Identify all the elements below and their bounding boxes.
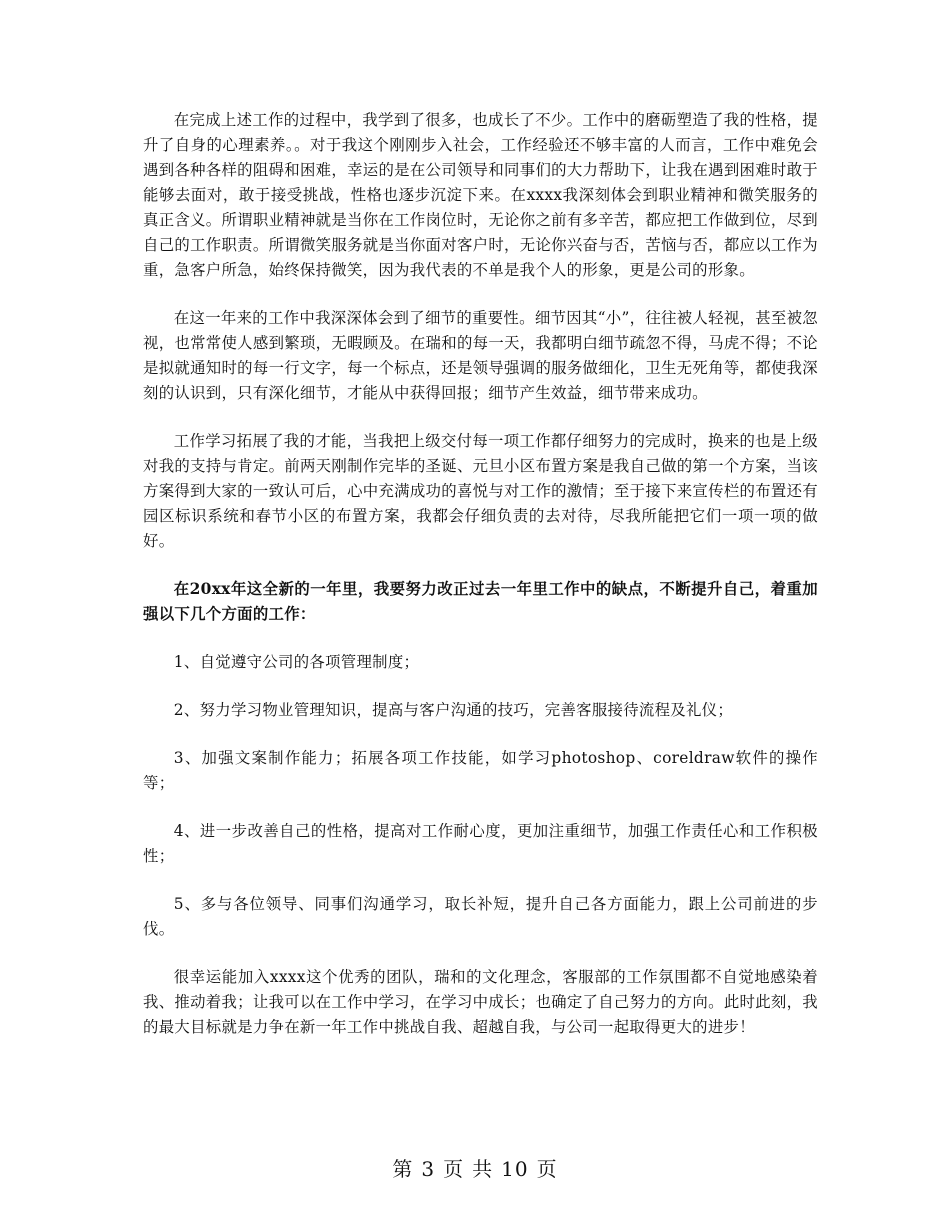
paragraph-growth: 工作学习拓展了我的才能，当我把上级交付每一项工作都仔细努力的完成时，换来的也是上级对我的支持与肯定。前两天刚制作完毕的圣诞、元旦小区布置方案是我自己做的第一个方案，当该方案得到大家的一致认可后，心中充满成功的喜悦与对工作的激情；至于接下来宣传栏的布置还有园区标识系统和春节小区的布置方案，我都会仔细负责的去对待，尽我所能把它们一项一项的做好。 (143, 432, 818, 550)
paragraph-new-year-goals: 在20xx年这全新的一年里，我要努力改正过去一年里工作中的缺点，不断提升自己，着重加强以下几个方面的工作： (143, 580, 818, 623)
list-item: 3、加强文案制作能力；拓展各项工作技能，如学习photoshop、coreldraw软件的操作等； (143, 749, 818, 792)
list-item: 5、多与各位领导、同事们沟通学习，取长补短，提升自己各方面能力，跟上公司前进的步伐。 (143, 895, 818, 938)
page-label-suffix: 页 (536, 1157, 558, 1181)
document-body (143, 108, 818, 1063)
current-page-number: 3 (421, 1157, 436, 1181)
page-label-mid: 页 (443, 1157, 465, 1181)
page-label-prefix: 第 (392, 1157, 414, 1181)
total-pages-number: 10 (501, 1157, 529, 1181)
list-item: 4、进一步改善自己的性格，提高对工作耐心度，更加注重细节，加强工作责任心和工作积极性； (143, 822, 818, 865)
paragraph-reflection: 在完成上述工作的过程中，我学到了很多，也成长了不少。工作中的磨砺塑造了我的性格，提升了自身的心理素养。。对于我这个刚刚步入社会，工作经验还不够丰富的人而言，工作中难免会遇到各种各样的阻碍和困难，幸运的是在公司领导和同事们的大力帮助下，让我在遇到困难时敢于能够去面对，敢于接受挑战，性格也逐步沉淀下来。在xxxx我深刻体会到职业精神和微笑服务的真正含义。所谓职业精神就是当你在工作岗位时，无论你之前有多辛苦，都应把工作做到位，尽到自己的工作职责。所谓微笑服务就是当你面对客户时，无论你兴奋与否，苦恼与否，都应以工作为重，急客户所急，始终保持微笑，因为我代表的不单是我个人的形象，更是公司的形象。 (143, 111, 818, 279)
list-item: 1、自觉遵守公司的各项管理制度； (173, 653, 420, 671)
paragraph-closing: 很幸运能加入xxxx这个优秀的团队，瑞和的文化理念，客服部的工作氛围都不自觉地感染着我、推动着我；让我可以在工作中学习，在学习中成长；也确定了自己努力的方向。此时此刻，我的最大目标就是力争在新一年工作中挑战自我、超越自我，与公司一起取得更大的进步！ (143, 968, 818, 1036)
paragraph-details: 在这一年来的工作中我深深体会到了细节的重要性。细节因其“小”，往往被人轻视，甚至被忽视，也常常使人感到繁琐，无暇顾及。在瑞和的每一天，我都明白细节疏忽不得，马虎不得；不论是拟就通知时的每一行文字，每一个标点，还是领导强调的服务做细化，卫生无死角等，都使我深刻的认识到，只有深化细节，才能从中获得回报；细节产生效益，细节带来成功。 (143, 309, 818, 402)
page-number-footer (0, 1153, 950, 1182)
list-item: 2、努力学习物业管理知识，提高与客户沟通的技巧，完善客服接待流程及礼仪； (173, 701, 734, 719)
total-label: 共 (472, 1157, 494, 1181)
